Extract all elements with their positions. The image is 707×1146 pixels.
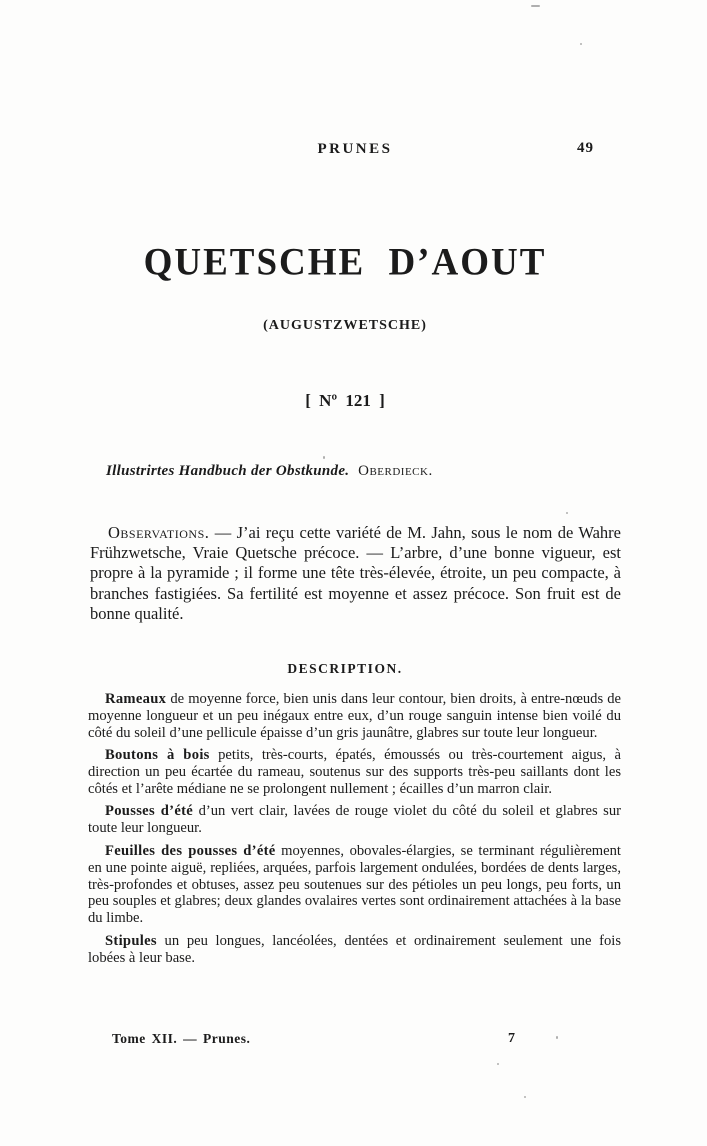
observations-paragraph [90, 523, 621, 624]
paragraph-text: un peu longues, lancéolées, dentées et ordinairement seulement une fois lobées à leur base. [88, 932, 621, 966]
paragraph-stipules [88, 933, 621, 967]
observations-label: Observations. [108, 523, 210, 542]
paragraph-lead: Rameaux [105, 691, 167, 707]
paragraph-boutons-a-bois [88, 747, 621, 798]
bibliographic-reference [106, 463, 433, 480]
paragraph-lead: Pousses d’été [105, 803, 194, 820]
variety-subtitle: (AUGUSTZWETSCHE) [263, 318, 427, 333]
variety-number: [ Nº 121 ] [305, 391, 385, 410]
paragraph-text: d’un vert clair, lavées de rouge violet du côté du soleil et glabres sur toute leur longueur. [88, 803, 622, 837]
variety-title: QUETSCHE D’AOUT [143, 241, 547, 285]
signature-number: 7 [508, 1031, 515, 1046]
scan-speck [497, 1063, 499, 1065]
running-head: PRUNES [317, 141, 393, 157]
reference-author: Oberdieck. [358, 463, 433, 479]
scan-speck [566, 512, 568, 514]
paragraph-pousses-dete [88, 803, 621, 837]
description-heading: DESCRIPTION. [287, 661, 403, 676]
paragraph-text: petits, très-courts, épatés, émoussés ou très-courtement aigus, à direction un peu écartée du rameau, soutenus sur des supports très-peu saillants dont les côtés et l’arête médiane ne se prolongent nullement ; écailles d’un marron clair. [88, 747, 621, 798]
scan-speck [531, 5, 540, 7]
paragraph-rameaux [88, 691, 621, 742]
description-body [88, 691, 621, 972]
scan-speck [556, 1036, 558, 1039]
paragraph-lead: Feuilles des pousses d’été [105, 842, 276, 859]
scan-speck [323, 456, 325, 459]
paragraph-lead: Boutons à bois [105, 747, 210, 764]
paragraph-text: moyennes, obovales-élargies, se terminant régulièrement en une pointe aiguë, repliées, arquées, parfois largement ondulées, bordées de dents larges, très-profondes et obtuses, assez peu soutenues sur des pétioles un peu longs, peu forts, un peu souples et glabres; deux glandes ovalaires vertes sont ordinairement attachées à la base du limbe. [88, 842, 621, 927]
scan-speck [580, 43, 582, 45]
scan-speck [524, 1096, 526, 1098]
tome-label: Tome XII. — Prunes. [112, 1031, 251, 1046]
observations-text: — J’ai reçu cette variété de M. Jahn, sous le nom de Wahre Frühzwetsche, Vraie Quetsche précoce. — L’arbre, d’une bonne vigueur, est propre à la pyramide ; il forme une tête très-élevée, étroite, un peu compacte, à branches fastigiées. Sa fertilité est moyenne et assez précoce. Son fruit est de bonne qualité. [90, 523, 621, 623]
paragraph-text: de moyenne force, bien unis dans leur contour, bien droits, à entre-nœuds de moyenne longueur et un peu inégaux entre eux, d’un rouge sanguin intense bien voilé du côté du soleil d’une pellicule épaisse d’un gris jaunâtre, glabres sur toute leur longueur. [88, 691, 621, 741]
paragraph-lead: Stipules [105, 932, 157, 949]
paragraph-feuilles [88, 843, 621, 928]
reference-source: Illustrirtes Handbuch der Obstkunde. [106, 463, 350, 479]
page-number: 49 [577, 140, 594, 156]
